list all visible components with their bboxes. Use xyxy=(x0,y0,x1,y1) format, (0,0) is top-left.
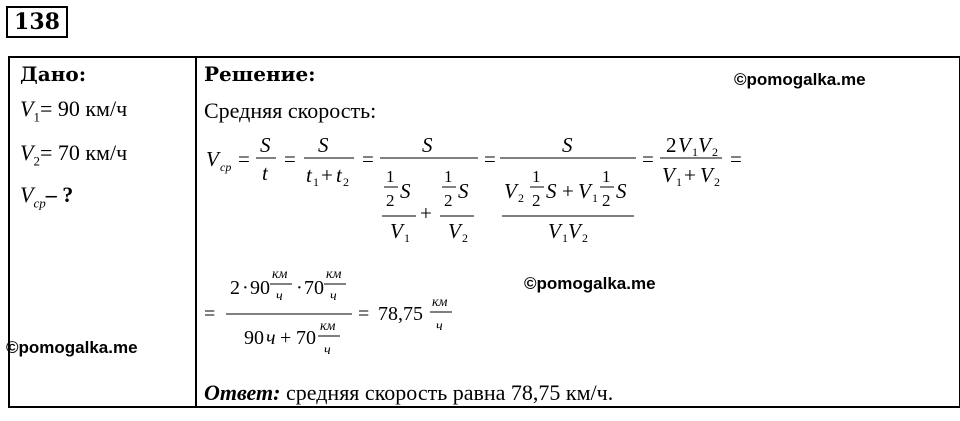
svg-text:=: = xyxy=(730,147,742,171)
svg-text:V: V xyxy=(390,219,403,243)
svg-text:V: V xyxy=(678,136,691,157)
svg-text:1: 1 xyxy=(676,175,682,189)
svg-text:1: 1 xyxy=(313,175,319,189)
svg-text:t: t xyxy=(306,163,312,187)
svg-text:2: 2 xyxy=(532,191,541,210)
svg-text:=: = xyxy=(358,303,370,325)
svg-text:=: = xyxy=(204,303,216,325)
svg-text:2: 2 xyxy=(666,136,677,157)
svg-text:V: V xyxy=(662,163,675,187)
column-divider xyxy=(195,58,197,406)
svg-text:S: S xyxy=(458,179,469,203)
svg-text:ч: ч xyxy=(276,289,283,304)
svg-text:S: S xyxy=(562,136,573,157)
watermark-left: ©pomogalka.me xyxy=(6,338,138,357)
svg-text:1: 1 xyxy=(404,231,410,245)
svg-text:+: + xyxy=(280,327,292,349)
svg-text:S: S xyxy=(400,179,411,203)
svg-text:1: 1 xyxy=(386,167,395,186)
formula-line-2 xyxy=(200,262,500,374)
svg-text:t: t xyxy=(262,161,268,185)
svg-text:V: V xyxy=(206,147,219,171)
svg-text:2: 2 xyxy=(343,175,349,189)
svg-text:=: = xyxy=(642,147,654,171)
svg-text:км: км xyxy=(320,319,336,334)
svg-text:S: S xyxy=(616,179,627,203)
svg-text:+: + xyxy=(420,201,432,225)
solution-table xyxy=(8,56,960,408)
solution-title: Решение: xyxy=(204,62,316,86)
given-title: Дано: xyxy=(20,62,87,86)
svg-text:1: 1 xyxy=(602,167,611,186)
svg-text:90: 90 xyxy=(250,277,270,299)
svg-text:=: = xyxy=(484,147,496,171)
given-v1: $V_1= 90$ км/ч xyxy=(20,96,128,125)
watermark-middle: ©pomogalka.me xyxy=(524,274,656,293)
svg-text:2: 2 xyxy=(582,231,588,245)
svg-text:1: 1 xyxy=(692,145,698,159)
svg-text:2: 2 xyxy=(230,277,240,299)
svg-text:+: + xyxy=(321,163,333,187)
svg-text:V: V xyxy=(548,219,561,243)
svg-text:S: S xyxy=(318,136,329,157)
svg-text:км: км xyxy=(326,267,342,282)
svg-text:1: 1 xyxy=(562,231,568,245)
svg-text:V: V xyxy=(504,179,517,203)
svg-text:70: 70 xyxy=(296,327,316,349)
svg-text:км: км xyxy=(432,295,448,310)
svg-text:=: = xyxy=(284,147,296,171)
svg-text:V: V xyxy=(448,219,461,243)
svg-text:2: 2 xyxy=(386,191,395,210)
svg-text:=: = xyxy=(362,147,374,171)
svg-text:V: V xyxy=(568,219,581,243)
svg-text:2: 2 xyxy=(462,231,468,245)
svg-text:ч: ч xyxy=(266,327,276,349)
svg-text:1: 1 xyxy=(532,167,541,186)
svg-text:t: t xyxy=(336,163,342,187)
svg-text:ч: ч xyxy=(324,343,331,358)
given-unknown: $V_{ср}-$ ? xyxy=(20,182,74,211)
svg-text:78,75: 78,75 xyxy=(378,303,423,325)
svg-text:V: V xyxy=(698,136,711,157)
svg-text:=: = xyxy=(238,147,250,171)
svg-text:·: · xyxy=(296,277,303,299)
svg-text:2: 2 xyxy=(518,191,524,205)
svg-text:2: 2 xyxy=(714,175,720,189)
given-v2: $V_2= 70$ км/ч xyxy=(20,140,128,169)
svg-text:S: S xyxy=(260,136,271,157)
svg-text:2: 2 xyxy=(712,145,718,159)
svg-text:S: S xyxy=(422,136,433,157)
answer-line: Ответ: средняя скорость равна 78,75 км/ч. xyxy=(204,380,614,405)
svg-text:ср: ср xyxy=(220,160,232,174)
svg-text:2: 2 xyxy=(602,191,611,210)
svg-text:90: 90 xyxy=(244,327,264,349)
svg-text:S: S xyxy=(546,179,557,203)
svg-text:+: + xyxy=(684,163,696,187)
watermark-top: ©pomogalka.me xyxy=(734,70,866,89)
svg-text:V: V xyxy=(578,179,591,203)
svg-text:ч: ч xyxy=(330,289,337,304)
svg-text:ч: ч xyxy=(436,319,443,334)
svg-text:+: + xyxy=(562,179,574,203)
svg-text:1: 1 xyxy=(592,191,598,205)
formula-line-1 xyxy=(200,136,760,254)
svg-text:70: 70 xyxy=(304,277,324,299)
svg-text:1: 1 xyxy=(444,167,453,186)
svg-text:км: км xyxy=(272,267,288,282)
svg-text:2: 2 xyxy=(444,191,453,210)
problem-number: 138 xyxy=(6,6,68,38)
average-speed-label: Средняя скорость: xyxy=(204,98,377,123)
svg-text:V: V xyxy=(700,163,713,187)
svg-text:·: · xyxy=(242,277,249,299)
